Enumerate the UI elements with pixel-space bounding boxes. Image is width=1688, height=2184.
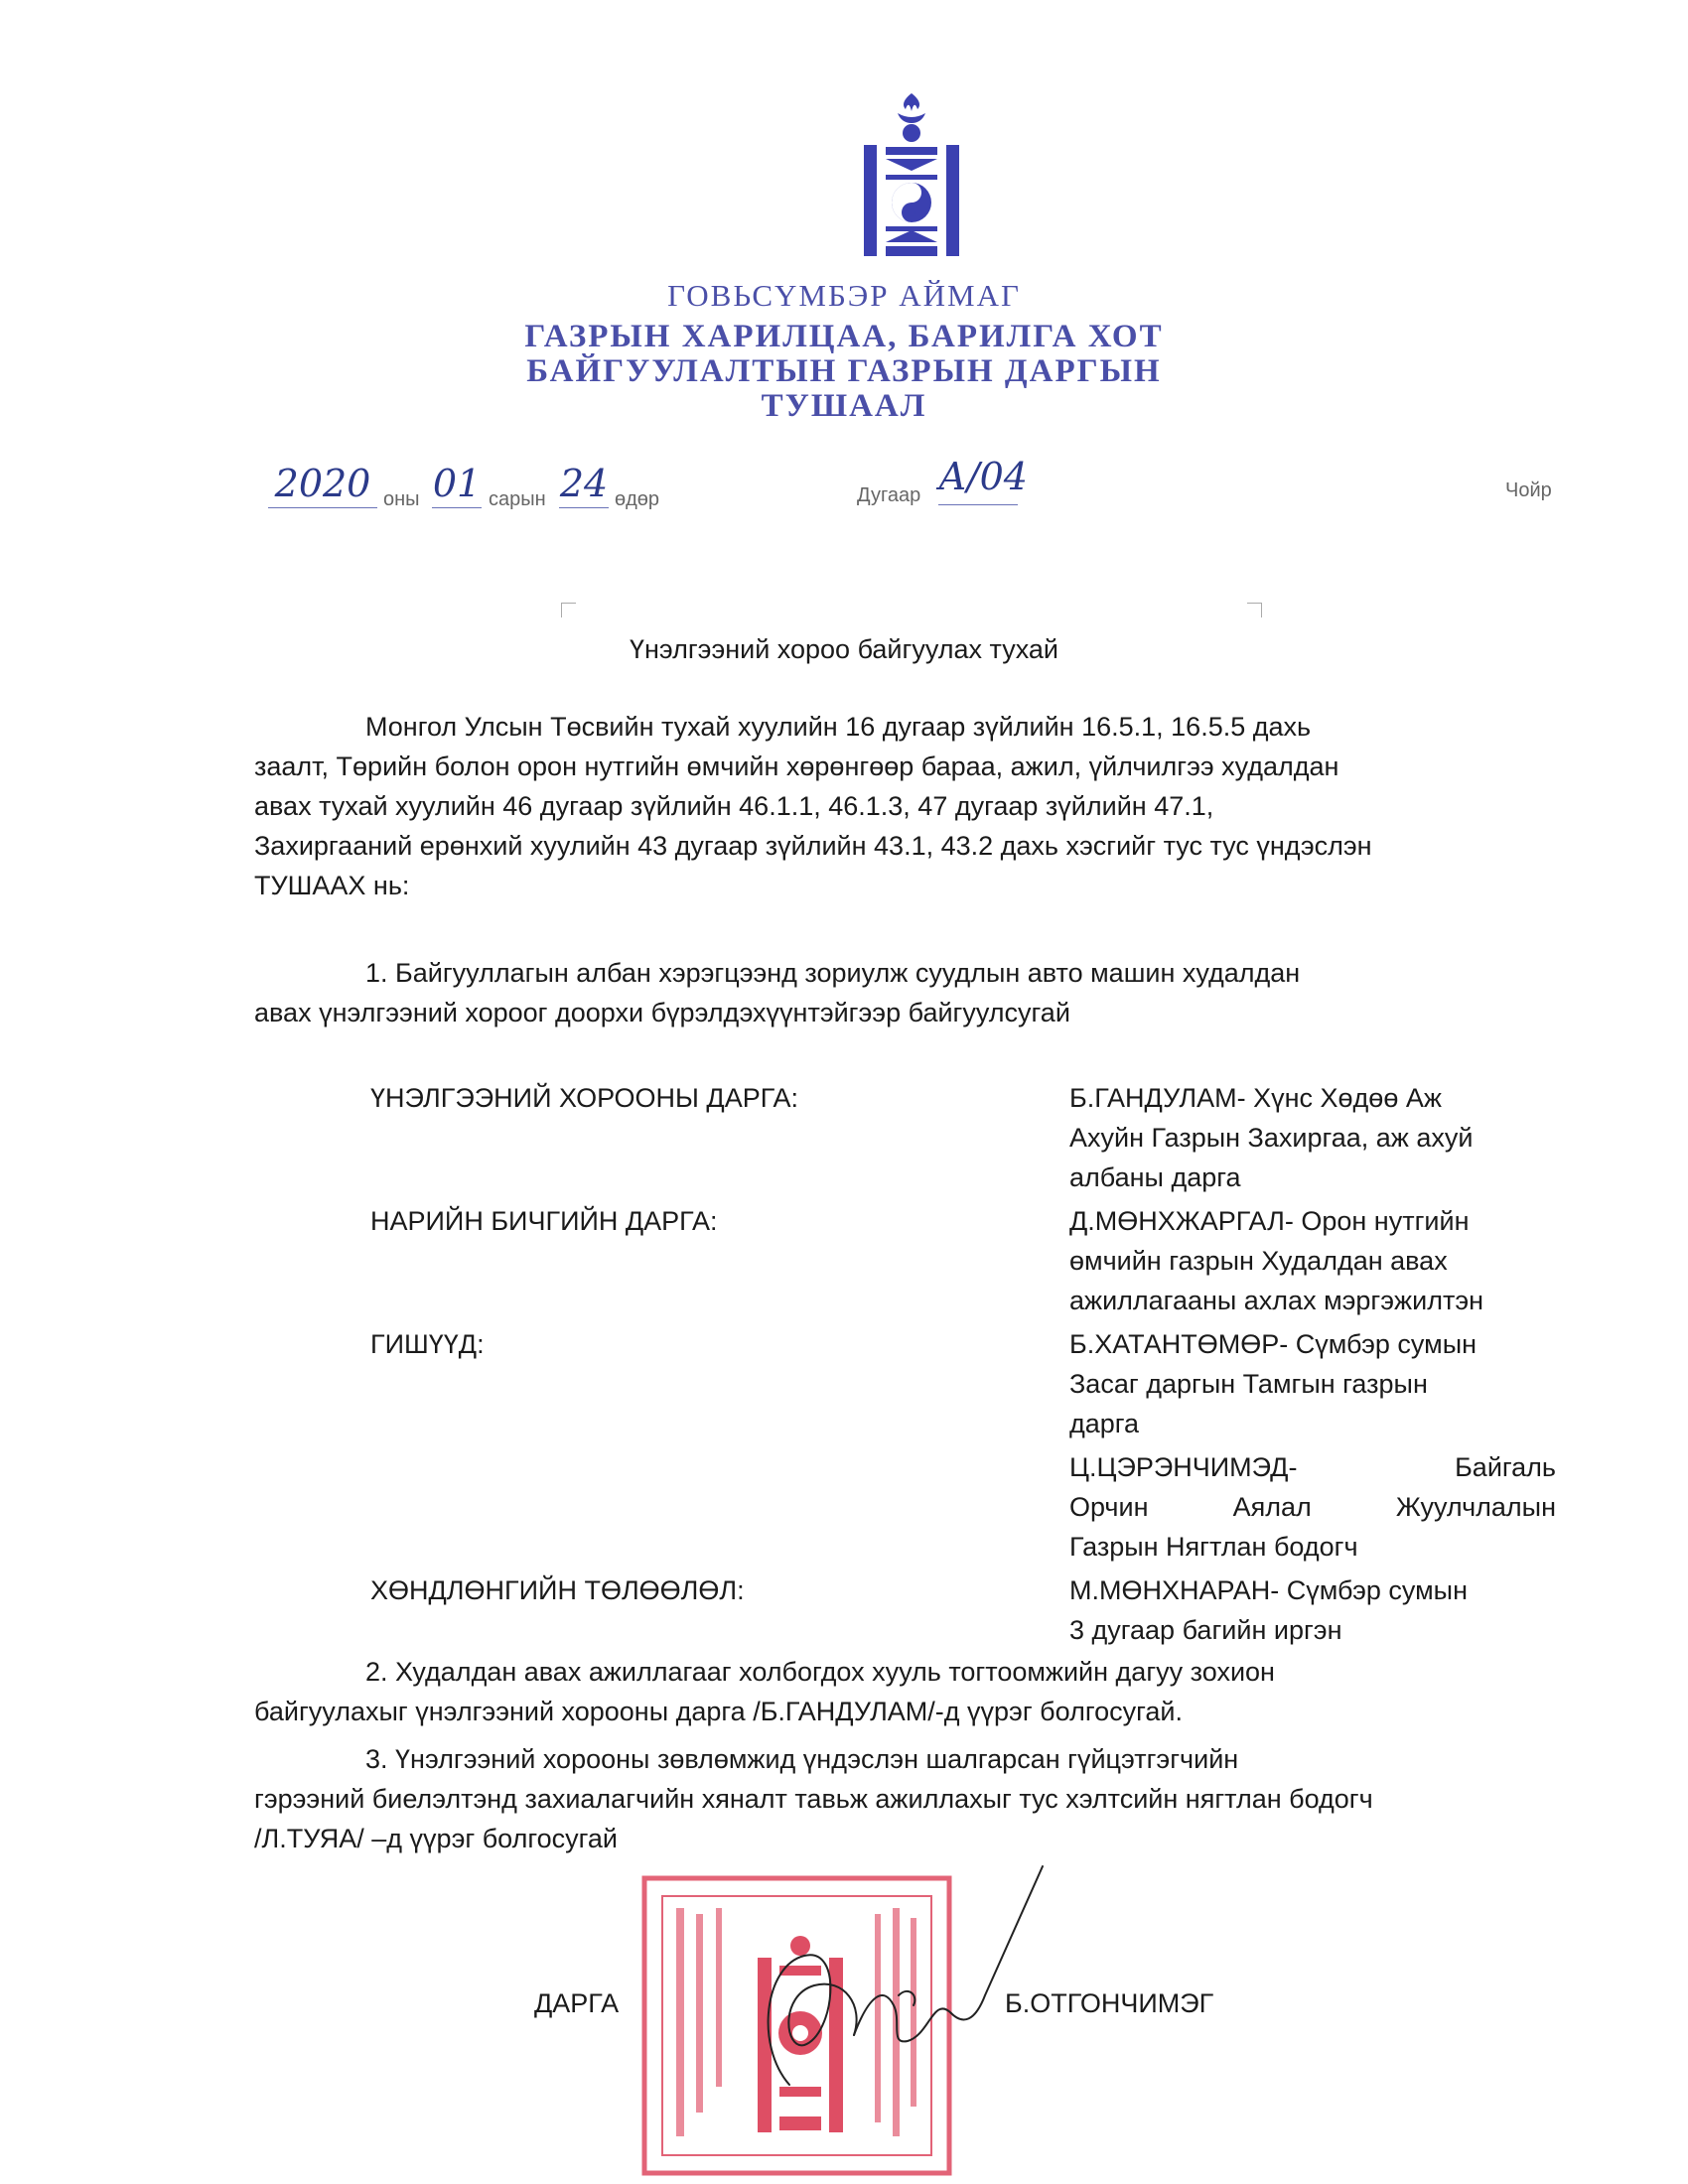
day-value: 24 — [559, 462, 609, 508]
month-unit-label: сарын — [489, 488, 546, 510]
role-secretary: НАРИЙН БИЧГИЙН ДАРГА: — [370, 1206, 718, 1236]
item-line: байгуулахыг үнэлгээний хорооны дарга /Б.ГАНДУЛАМ/-д үүрэг болгосугай. — [254, 1697, 1183, 1726]
year-value: 2020 — [268, 462, 377, 508]
member-1: Б.ХАТАНТӨМӨР- Сүмбэр сумын Засаг даргын Тамгын газрын дарга — [1069, 1329, 1477, 1438]
preamble-paragraph — [254, 707, 1555, 905]
mongolia-emblem-icon — [864, 91, 959, 258]
member-observer: М.МӨНХНАРАН- Сүмбэр сумын 3 дугаар багийн иргэн — [1069, 1575, 1468, 1645]
member-chair: Б.ГАНДУЛАМ- Хүнс Хөдөө Аж Ахуйн Газрын Захиргаа, аж ахуй албаны дарга — [1069, 1083, 1474, 1192]
handwritten-signature — [695, 1846, 1053, 2105]
subject-bracket-left — [561, 603, 576, 617]
document-subject: Үнэлгээний хороо байгуулах тухай — [629, 634, 1059, 664]
order-item-1 — [254, 953, 1555, 1032]
day-unit-label: өдөр — [615, 488, 660, 510]
role-members: ГИШҮҮД: — [370, 1329, 485, 1359]
preamble-line: авах тухай хуулийн 46 дугаар зүйлийн 46.1.1, 46.1.3, 47 дугаар зүйлийн 47.1, — [254, 791, 1214, 821]
aimag-name: ГОВЬСҮМБЭР АЙМАГ — [667, 278, 1021, 313]
preamble-line: Захиргааний ерөнхий хуулийн 43 дугаар зүйлийн 43.1, 43.2 дахь хэсгийг тус тус үндэслэн — [254, 831, 1372, 861]
signatory-title: ДАРГА — [534, 1988, 620, 2018]
month-value: 01 — [432, 462, 482, 508]
item-line: авах үнэлгээний хороог доорхи бүрэлдэхүүнтэйгээр байгуулсугай — [254, 998, 1070, 1027]
order-item-2 — [254, 1652, 1555, 1731]
preamble-line: заалт, Төрийн болон орон нутгийн өмчийн хөрөнгөөр бараа, ажил, үйлчилгээ худалдан — [254, 751, 1339, 781]
role-chair: ҮНЭЛГЭЭНИЙ ХОРООНЫ ДАРГА: — [370, 1083, 799, 1113]
item-line: 1. Байгууллагын албан хэрэгцээнд зориулж суудлын авто машин худалдан — [365, 958, 1301, 988]
item-line: гэрээний биелэлтэнд захиалагчийн хяналт тавьж ажиллахыг тус хэлтсийн нягтлан бодогч — [254, 1784, 1373, 1814]
item-line: 2. Худалдан авах ажиллагааг холбогдох хууль тогтоомжийн дагуу зохион — [365, 1657, 1275, 1687]
preamble-line: Монгол Улсын Төсвийн тухай хуулийн 16 дугаар зүйлийн 16.5.1, 16.5.5 дахь — [365, 712, 1312, 742]
role-observer: ХӨНДЛӨНГИЙН ТӨЛӨӨЛӨЛ: — [370, 1575, 745, 1605]
order-number-label: Дугаар — [857, 484, 921, 506]
year-unit-label: оны — [383, 488, 420, 510]
preamble-line: ТУШААХ нь: — [254, 871, 410, 900]
place-name: Чойр — [1505, 479, 1552, 501]
organization-name-line1: ГАЗРЫН ХАРИЛЦАА, БАРИЛГА ХОТ — [524, 319, 1164, 354]
order-item-3 — [254, 1739, 1555, 1858]
organization-name-line2: БАЙГУУЛАЛТЫН ГАЗРЫН ДАРГЫН — [526, 353, 1162, 389]
member-2: Ц.ЦЭРЭНЧИМЭД- Байгаль Орчин Аялал Жуулчлалын Газрын Нягтлан бодогч — [1069, 1452, 1556, 1562]
item-line: 3. Үнэлгээний хорооны зөвлөмжид үндэслэн шалгарсан гүйцэтгэгчийн — [365, 1744, 1239, 1774]
signatory-name: Б.ОТГОНЧИМЭГ — [1005, 1988, 1214, 2018]
member-secretary: Д.МӨНХЖАРГАЛ- Орон нутгийн өмчийн газрын Худалдан авах ажиллагааны ахлах мэргэжилтэн — [1069, 1206, 1484, 1315]
item-line: /Л.ТУЯА/ –д үүрэг болгосугай — [254, 1824, 618, 1853]
order-number-value: А/04 — [938, 455, 1018, 505]
subject-bracket-right — [1247, 603, 1262, 617]
document-type: ТУШААЛ — [761, 388, 927, 424]
